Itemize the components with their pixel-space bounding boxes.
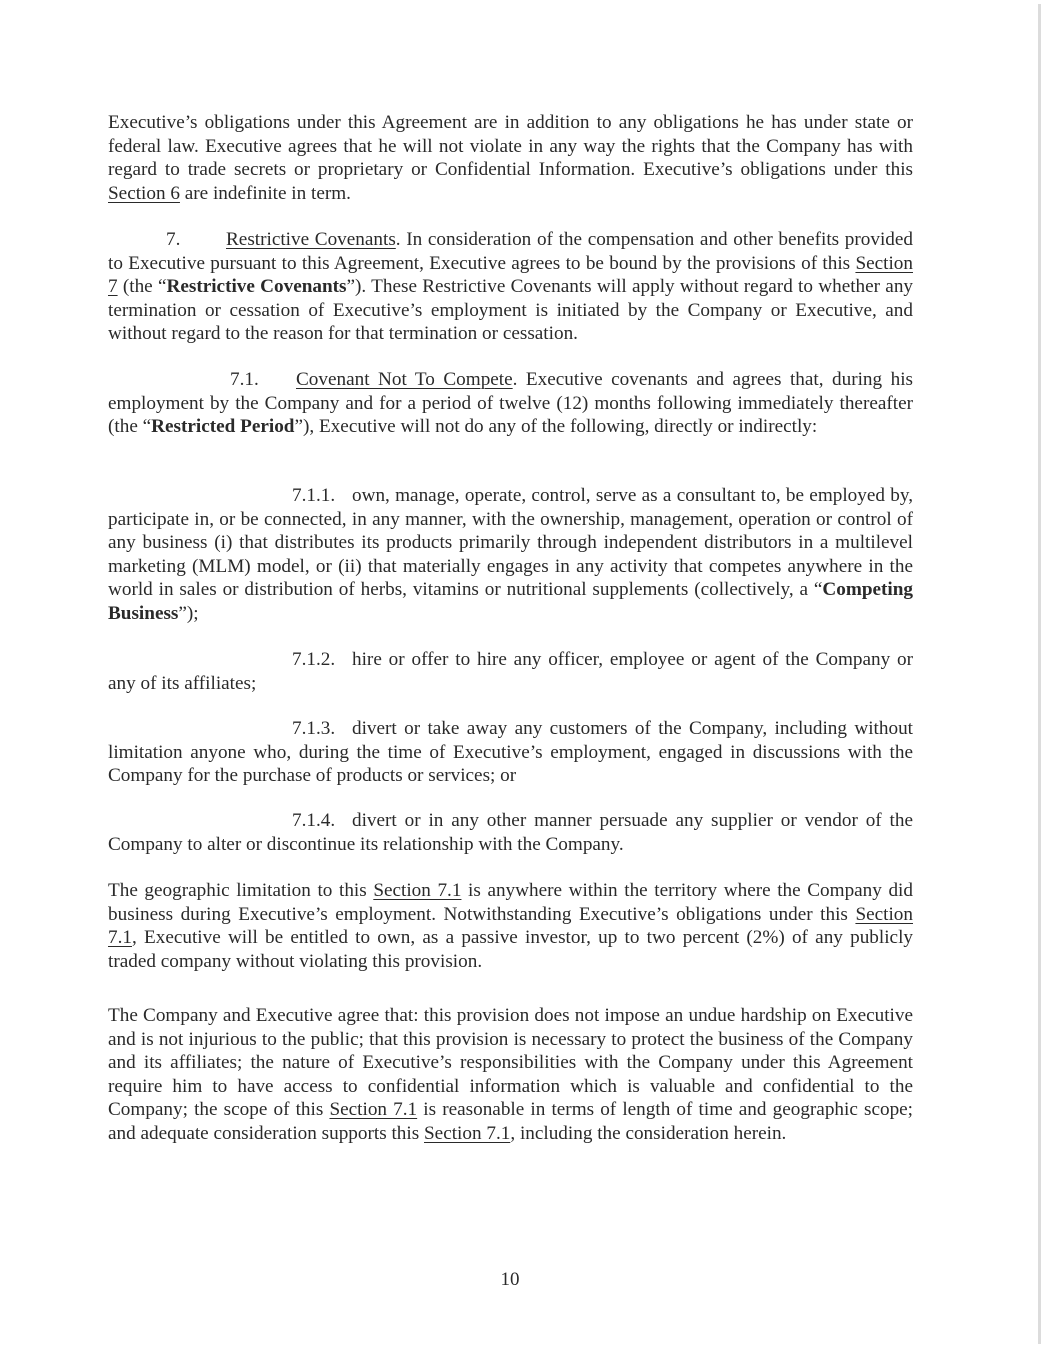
section-number: 7.1.3.: [292, 718, 336, 739]
section-7-1-1: [108, 484, 913, 626]
paragraph-text: divert or take away any customers of the Company, including without limitation anyone who, during the time of Executive’s employment, engaged in discussions with the Company for the purchase of products or services; or: [108, 718, 913, 787]
section-7-1-2: [108, 648, 913, 695]
section-7-1-4: [108, 809, 913, 856]
paragraph-text: ”), Executive will not do any of the following, directly or indirectly:: [294, 416, 818, 438]
defined-term: Restrictive Covenants: [166, 276, 347, 298]
page-number: 10: [500, 1269, 520, 1290]
paragraph-text: The geographic limitation to this: [108, 880, 374, 901]
paragraph-text: Executive’s obligations under this Agreement are in addition to any obligations he has under state or federal law. Executive agrees that he will not violate in any way the rights that the Company has with regard to trade secrets or proprietary or Confidential Information. Executive’s obligations under this: [108, 112, 913, 181]
paragraph-text: , Executive will be entitled to own, as a passive investor, up to two percent (2%) of any publicly traded company without violating this provision.: [108, 927, 913, 972]
section-reference-7-1: Section 7.1: [329, 1099, 418, 1121]
paragraph-text: . In consideration of the compensation and other benefits provided to Executive pursuant to this Agreement, Executive agrees to be bound by the provisions of this: [108, 229, 914, 274]
paragraph-text: is reasonable in terms of length of time and geographic scope; and adequate consideration supports this: [108, 1099, 914, 1144]
paragraph-text: (the “: [117, 276, 167, 298]
paragraph-text: hire or offer to hire any officer, employee or agent of the Company or any of its affiliates;: [108, 649, 913, 694]
paragraph-confidentiality-term: [108, 111, 913, 205]
section-number: 7.1.: [230, 369, 259, 390]
paragraph-text: own, manage, operate, control, serve as a consultant to, be employed by, participate in, or be connected, in any manner, with the ownership, management, operation or control of any business (i) that distributes its products primarily through independent distributors in a multilevel marketing (MLM) model, or (ii) that materially engages in any activity that competes anywhere in the world in sales or distribution of herbs, vitamins or nutritional supplements (collectively, a “: [108, 485, 913, 601]
scan-edge-line: [1038, 4, 1041, 1344]
paragraph-text: divert or in any other manner persuade any supplier or vendor of the Company to alter or discontinue its relationship with the Company.: [108, 810, 913, 855]
paragraph-reasonableness-agreement: [108, 1004, 913, 1146]
section-number: 7.1.4.: [292, 810, 336, 831]
section-number: 7.1.2.: [292, 649, 336, 670]
paragraph-text: , including the consideration herein.: [510, 1122, 787, 1144]
paragraph-text: are indefinite in term.: [179, 182, 351, 204]
defined-term: Competing Business: [108, 579, 913, 624]
section-heading: Restrictive Covenants: [226, 229, 396, 250]
section-reference-6: Section 6: [108, 182, 180, 204]
section-7-restrictive-covenants: [108, 228, 913, 346]
section-reference-7: Section 7: [108, 252, 913, 298]
section-heading: Covenant Not To Compete: [296, 369, 513, 390]
section-reference-7-1: Section 7.1: [373, 880, 462, 901]
paragraph-text: ”). These Restrictive Covenants will apply without regard to whether any termination or cessation of Executive’s employment is initiated by the Company or Executive, and without regard to the reason for that termination or cessation.: [108, 276, 914, 345]
paragraph-text: The Company and Executive agree that: this provision does not impose an undue hardship on Executive and is not injurious to the public; that this provision is necessary to protect the business of the Company and its affiliates; the nature of Executive’s responsibilities with the Company under this Agreement require him to have access to confidential information which is valuable and confidential to the Company; the scope of this: [108, 1005, 913, 1121]
section-number: 7.1.1.: [292, 485, 336, 506]
section-reference-7-1: Section 7.1: [424, 1122, 511, 1144]
section-7-1-covenant-not-to-compete: [108, 368, 913, 439]
section-number: 7.: [166, 229, 181, 250]
section-7-1-3: [108, 717, 913, 788]
paragraph-text: is anywhere within the territory where the Company did business during Executive’s employment. Notwithstanding Executive’s obligations under this: [108, 880, 913, 925]
defined-term: Restricted Period: [151, 416, 295, 438]
section-reference-7-1: Section 7.1: [108, 903, 913, 949]
paragraph-geographic-limitation: [108, 879, 913, 973]
paragraph-text: . Executive covenants and agrees that, during his employment by the Company and for a period of twelve (12) months following immediately thereafter (the “: [108, 369, 913, 438]
paragraph-text: ”);: [178, 602, 199, 624]
